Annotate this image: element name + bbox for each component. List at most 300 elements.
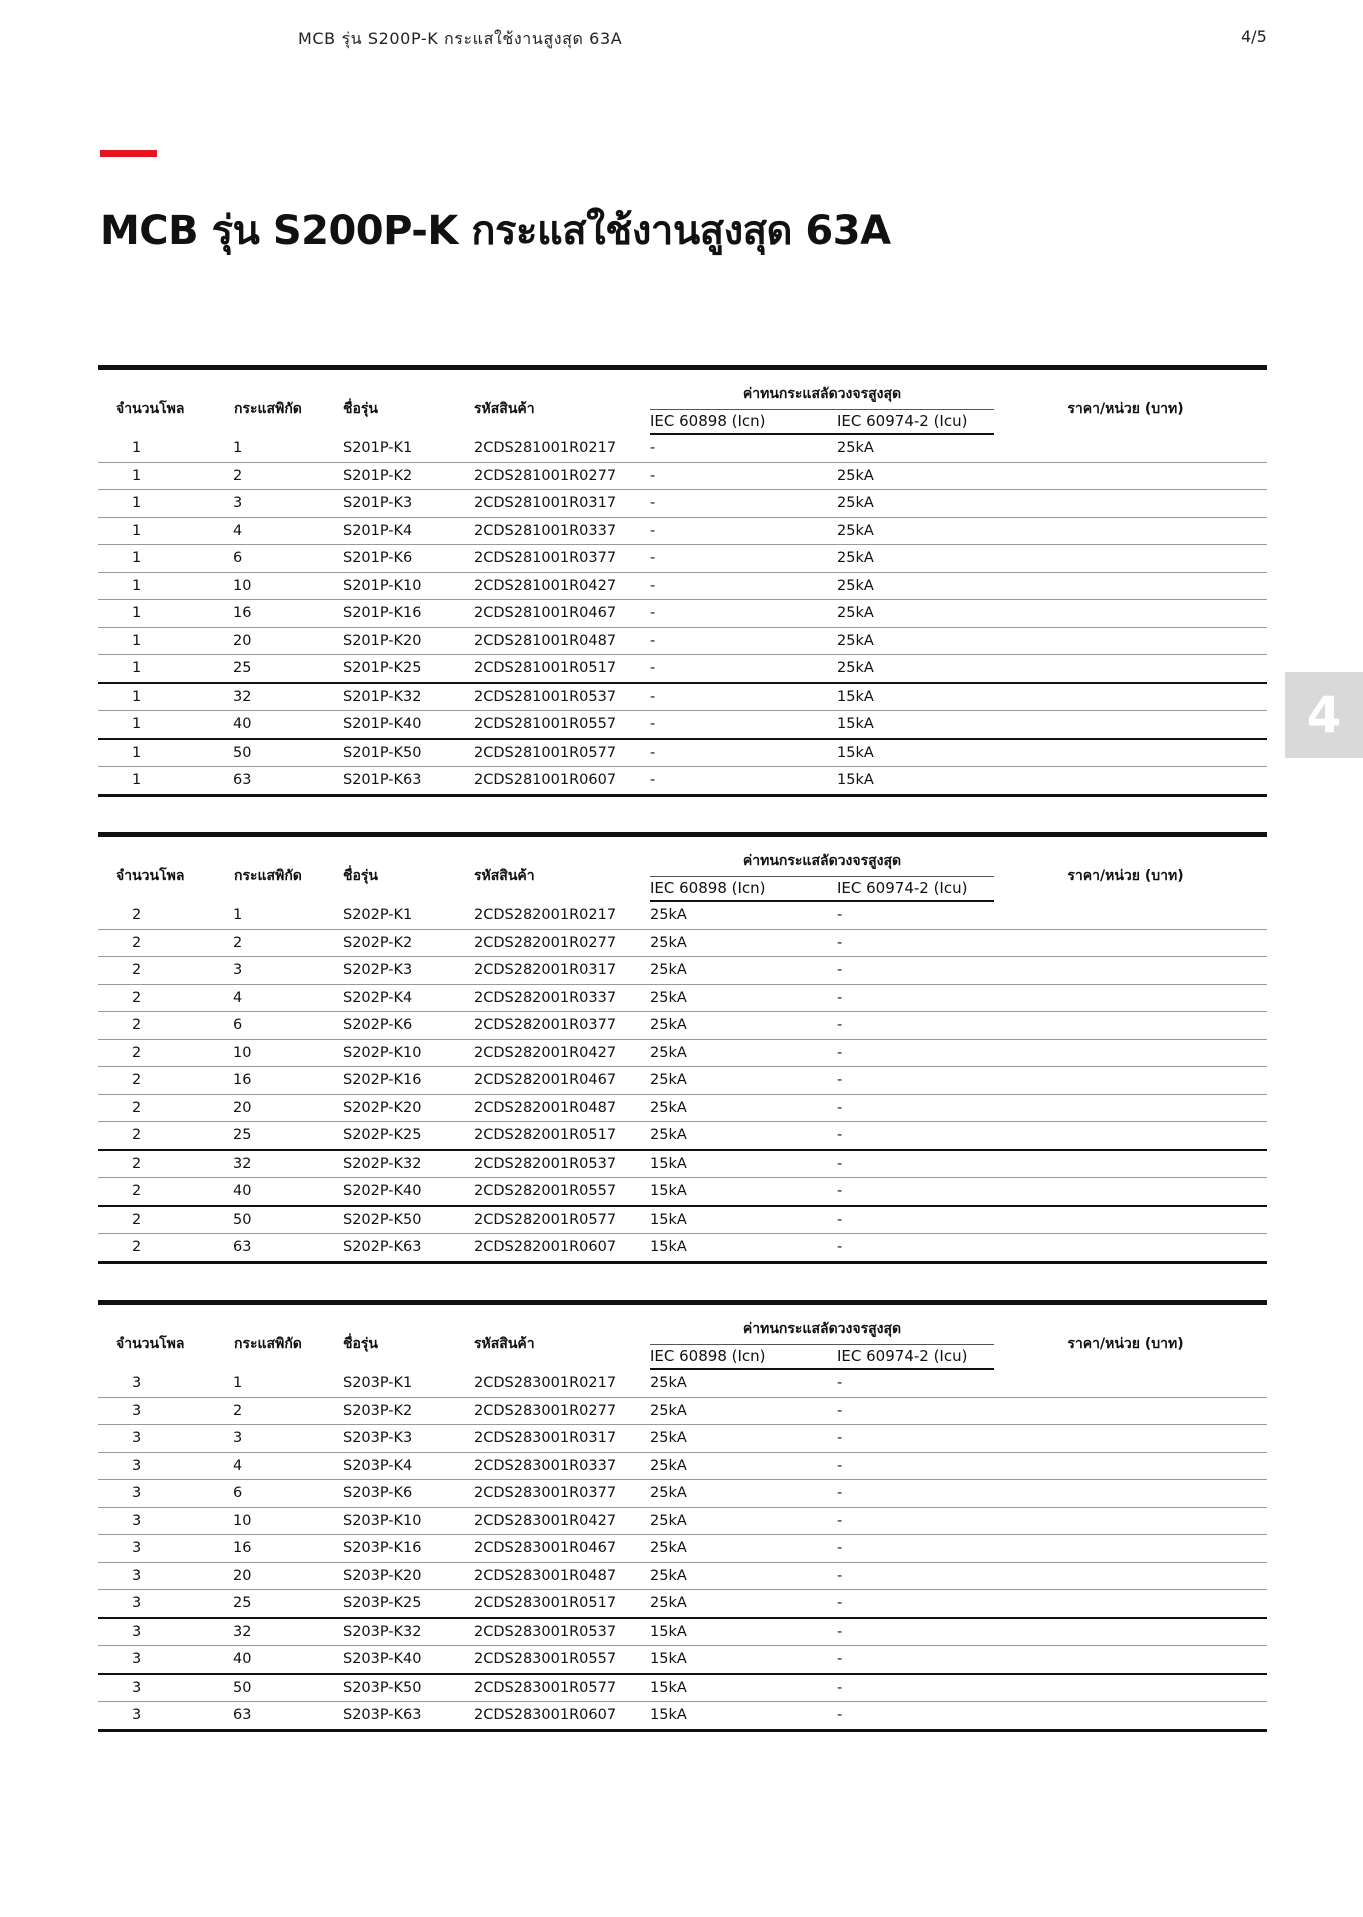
cell-price: [994, 1369, 1267, 1397]
cell-icu: 25kA: [837, 490, 994, 518]
cell-icu: -: [837, 1452, 994, 1480]
cell-poles: 1: [98, 739, 216, 767]
cell-icu: -: [837, 1369, 994, 1397]
cell-model: S202P-K3: [343, 957, 474, 985]
cell-poles: 1: [98, 434, 216, 462]
cell-icu: -: [837, 1618, 994, 1646]
cell-price: [994, 434, 1267, 462]
header-iec-60947: IEC 60974-2 (Icu): [837, 877, 994, 902]
product-table-2-pole: [98, 832, 1267, 1264]
table-row: [98, 490, 1267, 518]
cell-poles: 2: [98, 1206, 216, 1234]
cell-poles: 3: [98, 1674, 216, 1702]
table-header: [98, 368, 1267, 435]
cell-product-code: 2CDS281001R0607: [474, 767, 650, 796]
cell-icu: -: [837, 1425, 994, 1453]
cell-price: [994, 1178, 1267, 1206]
cell-rated-current: 1: [216, 1369, 343, 1397]
spec-table: [98, 1300, 1267, 1732]
cell-rated-current: 1: [216, 434, 343, 462]
table-row: [98, 572, 1267, 600]
cell-poles: 2: [98, 1094, 216, 1122]
cell-icn: -: [650, 683, 837, 711]
table-row: [98, 957, 1267, 985]
table-row: [98, 1452, 1267, 1480]
header-rated-current: กระแสพิกัด: [216, 835, 343, 902]
table-body: [98, 434, 1267, 795]
cell-rated-current: 50: [216, 739, 343, 767]
header-model: ชื่อรุ่น: [343, 368, 474, 435]
table-row: [98, 1012, 1267, 1040]
cell-rated-current: 4: [216, 517, 343, 545]
cell-icu: 25kA: [837, 600, 994, 628]
cell-price: [994, 901, 1267, 929]
table-row: [98, 1674, 1267, 1702]
cell-model: S201P-K6: [343, 545, 474, 573]
table-row: [98, 683, 1267, 711]
cell-price: [994, 655, 1267, 683]
cell-price: [994, 1094, 1267, 1122]
cell-rated-current: 63: [216, 767, 343, 796]
cell-price: [994, 711, 1267, 739]
cell-price: [994, 1562, 1267, 1590]
cell-poles: 1: [98, 517, 216, 545]
cell-icu: -: [837, 1397, 994, 1425]
cell-poles: 2: [98, 1067, 216, 1095]
cell-poles: 3: [98, 1507, 216, 1535]
table-row: [98, 1507, 1267, 1535]
cell-product-code: 2CDS283001R0537: [474, 1618, 650, 1646]
cell-price: [994, 1122, 1267, 1150]
header-model: ชื่อรุ่น: [343, 835, 474, 902]
header-product-code: รหัสสินค้า: [474, 835, 650, 902]
cell-product-code: 2CDS281001R0377: [474, 545, 650, 573]
cell-icu: 25kA: [837, 627, 994, 655]
header-breaking-capacity: ค่าทนกระแสลัดวงจรสูงสุด: [650, 835, 994, 877]
cell-icn: 25kA: [650, 1535, 837, 1563]
page-number: 4/5: [1241, 27, 1267, 46]
cell-icn: 25kA: [650, 1039, 837, 1067]
cell-rated-current: 25: [216, 655, 343, 683]
cell-poles: 2: [98, 957, 216, 985]
header-breaking-capacity: ค่าทนกระแสลัดวงจรสูงสุด: [650, 1303, 994, 1345]
cell-price: [994, 627, 1267, 655]
table-row: [98, 1039, 1267, 1067]
table-body: [98, 901, 1267, 1262]
cell-icn: 15kA: [650, 1618, 837, 1646]
cell-product-code: 2CDS283001R0317: [474, 1425, 650, 1453]
cell-icn: -: [650, 545, 837, 573]
cell-icn: 15kA: [650, 1178, 837, 1206]
cell-icn: 25kA: [650, 1425, 837, 1453]
cell-poles: 1: [98, 683, 216, 711]
cell-icn: -: [650, 655, 837, 683]
table-row: [98, 767, 1267, 796]
cell-poles: 1: [98, 545, 216, 573]
cell-icn: -: [650, 490, 837, 518]
cell-price: [994, 1206, 1267, 1234]
cell-product-code: 2CDS281001R0537: [474, 683, 650, 711]
table-row: [98, 711, 1267, 739]
cell-icn: -: [650, 517, 837, 545]
header-iec-60898: IEC 60898 (Icn): [650, 1345, 837, 1370]
table-row: [98, 1122, 1267, 1150]
table-row: [98, 545, 1267, 573]
cell-price: [994, 1535, 1267, 1563]
cell-icu: -: [837, 1535, 994, 1563]
header-price: ราคา/หน่วย (บาท): [994, 368, 1267, 435]
cell-icn: 25kA: [650, 929, 837, 957]
cell-model: S201P-K10: [343, 572, 474, 600]
cell-rated-current: 2: [216, 929, 343, 957]
header-product-code: รหัสสินค้า: [474, 1303, 650, 1370]
table-row: [98, 434, 1267, 462]
cell-rated-current: 10: [216, 1507, 343, 1535]
cell-icu: 25kA: [837, 572, 994, 600]
cell-model: S201P-K63: [343, 767, 474, 796]
cell-poles: 3: [98, 1369, 216, 1397]
cell-rated-current: 40: [216, 711, 343, 739]
cell-icu: 15kA: [837, 711, 994, 739]
table-row: [98, 655, 1267, 683]
cell-icu: -: [837, 1234, 994, 1263]
cell-icu: -: [837, 1122, 994, 1150]
cell-model: S202P-K50: [343, 1206, 474, 1234]
cell-rated-current: 4: [216, 1452, 343, 1480]
cell-product-code: 2CDS283001R0277: [474, 1397, 650, 1425]
cell-poles: 2: [98, 1122, 216, 1150]
cell-icu: -: [837, 1067, 994, 1095]
cell-poles: 2: [98, 1039, 216, 1067]
cell-icn: 25kA: [650, 1122, 837, 1150]
cell-icn: 15kA: [650, 1234, 837, 1263]
table-row: [98, 517, 1267, 545]
cell-poles: 1: [98, 572, 216, 600]
cell-poles: 1: [98, 767, 216, 796]
cell-icu: -: [837, 957, 994, 985]
cell-model: S201P-K1: [343, 434, 474, 462]
header-row: [98, 835, 1267, 877]
cell-price: [994, 545, 1267, 573]
cell-model: S202P-K16: [343, 1067, 474, 1095]
cell-icu: -: [837, 1562, 994, 1590]
cell-model: S203P-K63: [343, 1702, 474, 1731]
table-row: [98, 1590, 1267, 1618]
cell-product-code: 2CDS281001R0217: [474, 434, 650, 462]
cell-rated-current: 63: [216, 1702, 343, 1731]
cell-model: S203P-K10: [343, 1507, 474, 1535]
cell-model: S203P-K50: [343, 1674, 474, 1702]
cell-rated-current: 25: [216, 1122, 343, 1150]
table-row: [98, 1234, 1267, 1263]
cell-model: S202P-K6: [343, 1012, 474, 1040]
cell-price: [994, 984, 1267, 1012]
cell-product-code: 2CDS282001R0277: [474, 929, 650, 957]
table-row: [98, 600, 1267, 628]
table-body: [98, 1369, 1267, 1730]
cell-icn: 25kA: [650, 984, 837, 1012]
cell-price: [994, 767, 1267, 796]
table-row: [98, 1206, 1267, 1234]
cell-icn: 25kA: [650, 1480, 837, 1508]
cell-rated-current: 32: [216, 1150, 343, 1178]
cell-product-code: 2CDS282001R0577: [474, 1206, 650, 1234]
product-table-1-pole: [98, 365, 1267, 797]
cell-model: S203P-K1: [343, 1369, 474, 1397]
cell-price: [994, 572, 1267, 600]
cell-price: [994, 1012, 1267, 1040]
cell-product-code: 2CDS283001R0427: [474, 1507, 650, 1535]
cell-model: S202P-K32: [343, 1150, 474, 1178]
cell-model: S201P-K3: [343, 490, 474, 518]
cell-model: S201P-K4: [343, 517, 474, 545]
header-poles: จำนวนโพล: [98, 368, 216, 435]
cell-product-code: 2CDS281001R0487: [474, 627, 650, 655]
cell-model: S202P-K63: [343, 1234, 474, 1263]
cell-poles: 1: [98, 627, 216, 655]
cell-icu: -: [837, 901, 994, 929]
table-row: [98, 901, 1267, 929]
header-iec-60898: IEC 60898 (Icn): [650, 877, 837, 902]
cell-model: S201P-K20: [343, 627, 474, 655]
cell-product-code: 2CDS282001R0487: [474, 1094, 650, 1122]
cell-icn: 25kA: [650, 1590, 837, 1618]
cell-icu: 15kA: [837, 683, 994, 711]
cell-poles: 2: [98, 1178, 216, 1206]
cell-rated-current: 25: [216, 1590, 343, 1618]
cell-poles: 1: [98, 655, 216, 683]
table-row: [98, 627, 1267, 655]
cell-product-code: 2CDS281001R0427: [474, 572, 650, 600]
cell-product-code: 2CDS283001R0577: [474, 1674, 650, 1702]
cell-product-code: 2CDS282001R0217: [474, 901, 650, 929]
cell-price: [994, 683, 1267, 711]
cell-icu: 25kA: [837, 462, 994, 490]
cell-price: [994, 490, 1267, 518]
cell-rated-current: 4: [216, 984, 343, 1012]
cell-icn: 25kA: [650, 1067, 837, 1095]
cell-icn: 15kA: [650, 1674, 837, 1702]
cell-icn: 25kA: [650, 1012, 837, 1040]
cell-price: [994, 1646, 1267, 1674]
cell-model: S203P-K32: [343, 1618, 474, 1646]
cell-rated-current: 2: [216, 1397, 343, 1425]
cell-product-code: 2CDS281001R0277: [474, 462, 650, 490]
header-iec-60947: IEC 60974-2 (Icu): [837, 410, 994, 435]
cell-rated-current: 16: [216, 600, 343, 628]
header-iec-60947: IEC 60974-2 (Icu): [837, 1345, 994, 1370]
cell-rated-current: 63: [216, 1234, 343, 1263]
chapter-tab: 4: [1285, 672, 1363, 758]
cell-rated-current: 2: [216, 462, 343, 490]
cell-rated-current: 40: [216, 1646, 343, 1674]
cell-icn: -: [650, 711, 837, 739]
cell-icu: -: [837, 1507, 994, 1535]
cell-icu: -: [837, 1039, 994, 1067]
cell-icn: 15kA: [650, 1702, 837, 1731]
cell-poles: 3: [98, 1702, 216, 1731]
cell-rated-current: 50: [216, 1674, 343, 1702]
cell-rated-current: 6: [216, 1012, 343, 1040]
table-row: [98, 1480, 1267, 1508]
cell-price: [994, 1507, 1267, 1535]
cell-poles: 3: [98, 1562, 216, 1590]
cell-model: S202P-K2: [343, 929, 474, 957]
cell-product-code: 2CDS283001R0517: [474, 1590, 650, 1618]
header-price: ราคา/หน่วย (บาท): [994, 835, 1267, 902]
table-row: [98, 1425, 1267, 1453]
cell-price: [994, 957, 1267, 985]
table-row: [98, 1094, 1267, 1122]
cell-icu: -: [837, 1646, 994, 1674]
cell-poles: 2: [98, 1012, 216, 1040]
cell-price: [994, 1618, 1267, 1646]
table-row: [98, 1369, 1267, 1397]
header-row: [98, 1303, 1267, 1345]
header-row: [98, 368, 1267, 410]
cell-icu: -: [837, 984, 994, 1012]
cell-rated-current: 3: [216, 1425, 343, 1453]
header-poles: จำนวนโพล: [98, 835, 216, 902]
cell-rated-current: 3: [216, 490, 343, 518]
table-row: [98, 1178, 1267, 1206]
cell-rated-current: 20: [216, 1562, 343, 1590]
cell-model: S201P-K16: [343, 600, 474, 628]
cell-rated-current: 20: [216, 1094, 343, 1122]
cell-model: S202P-K20: [343, 1094, 474, 1122]
table-row: [98, 462, 1267, 490]
table-row: [98, 1702, 1267, 1731]
cell-poles: 3: [98, 1452, 216, 1480]
cell-icn: 25kA: [650, 1562, 837, 1590]
cell-poles: 3: [98, 1618, 216, 1646]
cell-price: [994, 1397, 1267, 1425]
header-rated-current: กระแสพิกัด: [216, 368, 343, 435]
cell-product-code: 2CDS283001R0337: [474, 1452, 650, 1480]
table-row: [98, 1535, 1267, 1563]
cell-poles: 3: [98, 1590, 216, 1618]
cell-price: [994, 1150, 1267, 1178]
cell-icu: -: [837, 1012, 994, 1040]
table-row: [98, 1397, 1267, 1425]
cell-icu: 25kA: [837, 517, 994, 545]
cell-icu: -: [837, 929, 994, 957]
cell-model: S203P-K40: [343, 1646, 474, 1674]
cell-icn: -: [650, 767, 837, 796]
cell-icn: 25kA: [650, 1452, 837, 1480]
cell-product-code: 2CDS282001R0427: [474, 1039, 650, 1067]
cell-product-code: 2CDS282001R0317: [474, 957, 650, 985]
page-title: MCB รุ่น S200P-K กระแสใช้งานสูงสุด 63A: [100, 208, 891, 254]
cell-product-code: 2CDS281001R0337: [474, 517, 650, 545]
cell-icn: 25kA: [650, 1094, 837, 1122]
cell-icn: -: [650, 739, 837, 767]
cell-product-code: 2CDS281001R0577: [474, 739, 650, 767]
cell-model: S201P-K50: [343, 739, 474, 767]
cell-price: [994, 1234, 1267, 1263]
cell-product-code: 2CDS283001R0607: [474, 1702, 650, 1731]
cell-price: [994, 739, 1267, 767]
header-product-code: รหัสสินค้า: [474, 368, 650, 435]
table-row: [98, 929, 1267, 957]
cell-model: S202P-K25: [343, 1122, 474, 1150]
cell-model: S202P-K4: [343, 984, 474, 1012]
cell-icn: 25kA: [650, 957, 837, 985]
cell-icn: 15kA: [650, 1646, 837, 1674]
table-header: [98, 1303, 1267, 1370]
cell-icn: 25kA: [650, 1507, 837, 1535]
cell-product-code: 2CDS283001R0467: [474, 1535, 650, 1563]
cell-model: S202P-K40: [343, 1178, 474, 1206]
cell-icu: -: [837, 1674, 994, 1702]
cell-icu: -: [837, 1480, 994, 1508]
cell-icu: 25kA: [837, 434, 994, 462]
header-rated-current: กระแสพิกัด: [216, 1303, 343, 1370]
cell-price: [994, 1480, 1267, 1508]
cell-model: S203P-K4: [343, 1452, 474, 1480]
cell-icu: -: [837, 1590, 994, 1618]
cell-poles: 1: [98, 711, 216, 739]
cell-product-code: 2CDS281001R0467: [474, 600, 650, 628]
cell-model: S201P-K25: [343, 655, 474, 683]
cell-poles: 3: [98, 1480, 216, 1508]
cell-rated-current: 10: [216, 572, 343, 600]
header-breaking-capacity: ค่าทนกระแสลัดวงจรสูงสุด: [650, 368, 994, 410]
cell-poles: 3: [98, 1425, 216, 1453]
cell-product-code: 2CDS282001R0517: [474, 1122, 650, 1150]
cell-price: [994, 1452, 1267, 1480]
cell-rated-current: 6: [216, 1480, 343, 1508]
cell-poles: 2: [98, 1150, 216, 1178]
cell-icu: -: [837, 1206, 994, 1234]
cell-rated-current: 1: [216, 901, 343, 929]
cell-poles: 1: [98, 600, 216, 628]
table-header: [98, 835, 1267, 902]
cell-price: [994, 600, 1267, 628]
cell-model: S202P-K10: [343, 1039, 474, 1067]
cell-icu: -: [837, 1094, 994, 1122]
cell-price: [994, 929, 1267, 957]
cell-model: S201P-K2: [343, 462, 474, 490]
cell-product-code: 2CDS282001R0537: [474, 1150, 650, 1178]
cell-icu: 15kA: [837, 767, 994, 796]
cell-poles: 3: [98, 1535, 216, 1563]
cell-product-code: 2CDS281001R0317: [474, 490, 650, 518]
cell-rated-current: 10: [216, 1039, 343, 1067]
cell-price: [994, 1067, 1267, 1095]
spec-table: [98, 365, 1267, 797]
cell-poles: 3: [98, 1397, 216, 1425]
cell-rated-current: 32: [216, 683, 343, 711]
cell-poles: 1: [98, 490, 216, 518]
table-row: [98, 1618, 1267, 1646]
cell-icn: -: [650, 462, 837, 490]
cell-product-code: 2CDS283001R0487: [474, 1562, 650, 1590]
cell-rated-current: 50: [216, 1206, 343, 1234]
cell-product-code: 2CDS282001R0607: [474, 1234, 650, 1263]
cell-product-code: 2CDS281001R0517: [474, 655, 650, 683]
cell-price: [994, 462, 1267, 490]
cell-icn: 15kA: [650, 1150, 837, 1178]
cell-product-code: 2CDS283001R0377: [474, 1480, 650, 1508]
cell-icn: -: [650, 572, 837, 600]
cell-product-code: 2CDS282001R0557: [474, 1178, 650, 1206]
header-poles: จำนวนโพล: [98, 1303, 216, 1370]
cell-icu: -: [837, 1702, 994, 1731]
cell-icn: 25kA: [650, 901, 837, 929]
cell-model: S202P-K1: [343, 901, 474, 929]
cell-model: S203P-K6: [343, 1480, 474, 1508]
